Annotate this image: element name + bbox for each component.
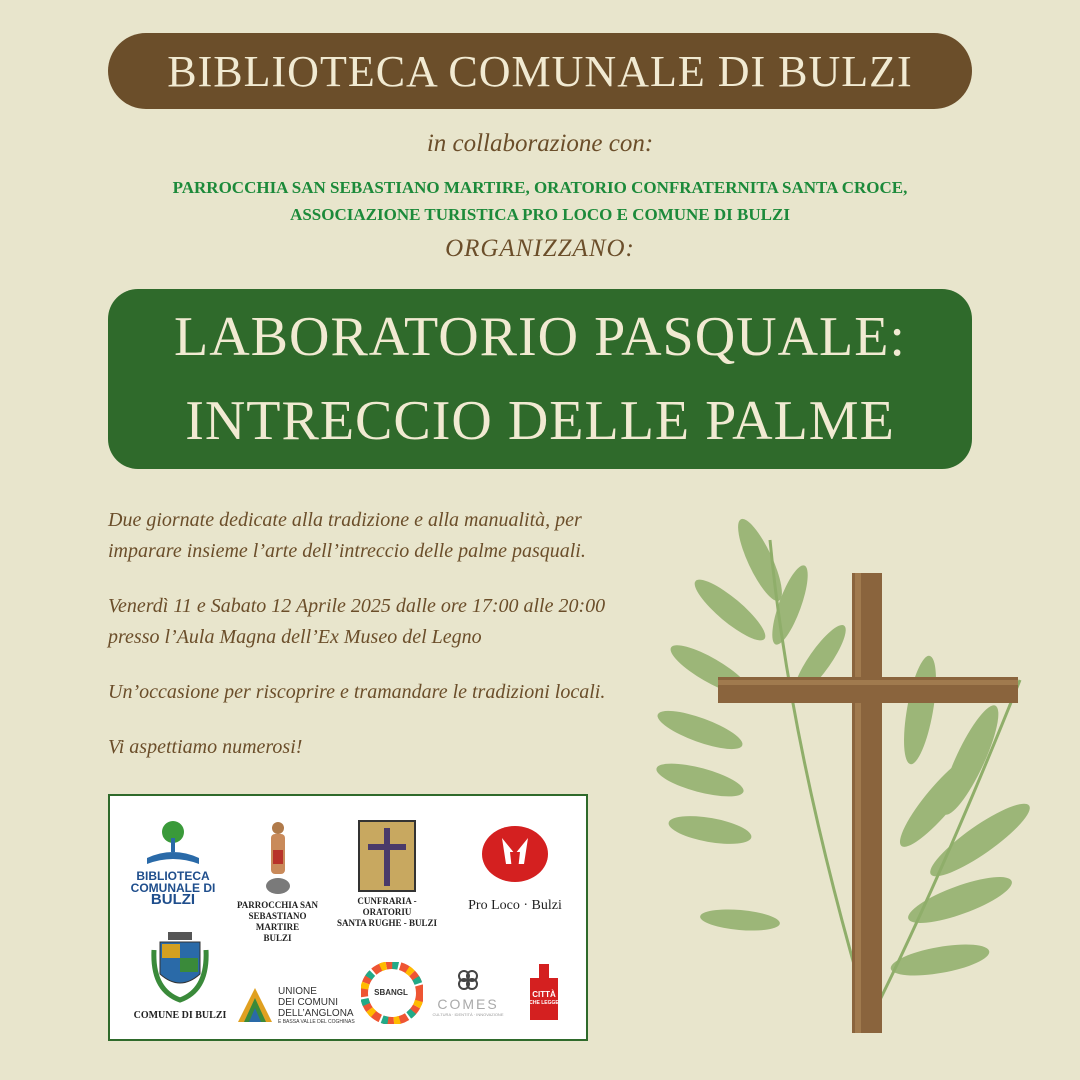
organize-label: ORGANIZZANO: (445, 235, 635, 262)
biblioteca-logo (128, 818, 218, 906)
citta-che-legge-logo (516, 962, 572, 1026)
sbangl-logo (360, 962, 424, 1028)
description-p1-line2: imparare insieme l’arte dell’intreccio delle palme pasquali. (108, 540, 586, 562)
comes-subtitle: CULTURA · IDENTITÀ · INNOVAZIONE (432, 1012, 504, 1017)
unione-line3: DELL’ANGLONA (278, 1008, 354, 1019)
saint-statue-icon (261, 820, 295, 896)
library-title: BIBLIOTECA COMUNALE DI BULZI (167, 46, 913, 96)
coat-of-arms-icon (150, 930, 210, 1006)
cross-painting-icon (358, 820, 416, 892)
comes-knot-icon (456, 968, 480, 992)
comune-logo (130, 930, 230, 1021)
event-date: Venerdì 11 e Sabato 12 Aprile 2025 dalle ore 17:00 alle 20:00 (108, 595, 606, 617)
biblioteca-logo-line3: BULZI (150, 891, 196, 908)
partners-line-1: PARROCCHIA SAN SEBASTIANO MARTIRE, ORATORIO CONFRATERNITA SANTA CROCE, (172, 178, 908, 197)
proloco-logo (450, 824, 580, 914)
citta-line1: CITTÀ (532, 990, 556, 999)
cunfraria-line2: SANTA RUGHE - BULZI (336, 918, 438, 928)
partners-list (60, 174, 1020, 228)
cunfraria-logo (332, 820, 442, 929)
description-paragraph-1 (108, 505, 668, 567)
parrocchia-line1: PARROCCHIA SAN (236, 900, 319, 910)
tree-book-icon (143, 818, 203, 866)
comune-label: COMUNE DI BULZI (133, 1010, 227, 1021)
parrocchia-logo (230, 820, 325, 944)
collaboration-intro: in collaborazione con: (426, 130, 654, 157)
unione-line2: DEI COMUNI (278, 997, 338, 1008)
parrocchia-line2: SEBASTIANO MARTIRE (248, 911, 307, 932)
biblioteca-logo-line1: BIBLIOTECA (136, 869, 210, 883)
event-title-line-2: INTRECCIO DELLE PALME (185, 390, 895, 452)
partners-line-2: ASSOCIAZIONE TURISTICA PRO LOCO E COMUNE DI BULZI (290, 205, 790, 224)
unione-logo (236, 986, 366, 1026)
comes-logo (428, 968, 508, 1017)
event-title-banner (108, 289, 972, 469)
event-date-location (108, 591, 668, 653)
event-title-line-1: LABORATORIO PASQUALE: (174, 306, 906, 368)
palm-cross-illustration (640, 500, 1080, 1060)
proloco-label: Pro Loco · Bulzi (468, 898, 562, 913)
library-title-banner (108, 33, 972, 109)
sponsor-logos-box (108, 794, 588, 1041)
triangle-logo-icon (236, 986, 274, 1024)
palm-leaves (653, 514, 1037, 981)
description-p1-line1: Due giornate dedicate alla tradizione e alla manualità, per (108, 509, 582, 531)
unione-line1: UNIONE (278, 986, 317, 997)
comes-label: COMES (437, 996, 499, 1012)
event-location: presso l’Aula Magna dell’Ex Museo del Legno (108, 626, 482, 648)
proloco-mask-icon (480, 824, 550, 884)
citta-line2: CHE LEGGE (529, 1000, 559, 1006)
parrocchia-line3: BULZI (263, 933, 292, 943)
description-paragraph-3: Un’occasione per riscoprire e tramandare le tradizioni locali. (108, 681, 606, 703)
cunfraria-line1: CUNFRARIA - ORATORIU (357, 896, 417, 917)
unione-line4: E BASSA VALLE DEL COGHINAS (278, 1019, 355, 1025)
closing-invite: Vi aspettiamo numerosi! (108, 736, 303, 758)
sbangl-label: SBANGL (374, 988, 408, 997)
biblioteca-logo-line2: COMUNALE DI (130, 881, 216, 895)
